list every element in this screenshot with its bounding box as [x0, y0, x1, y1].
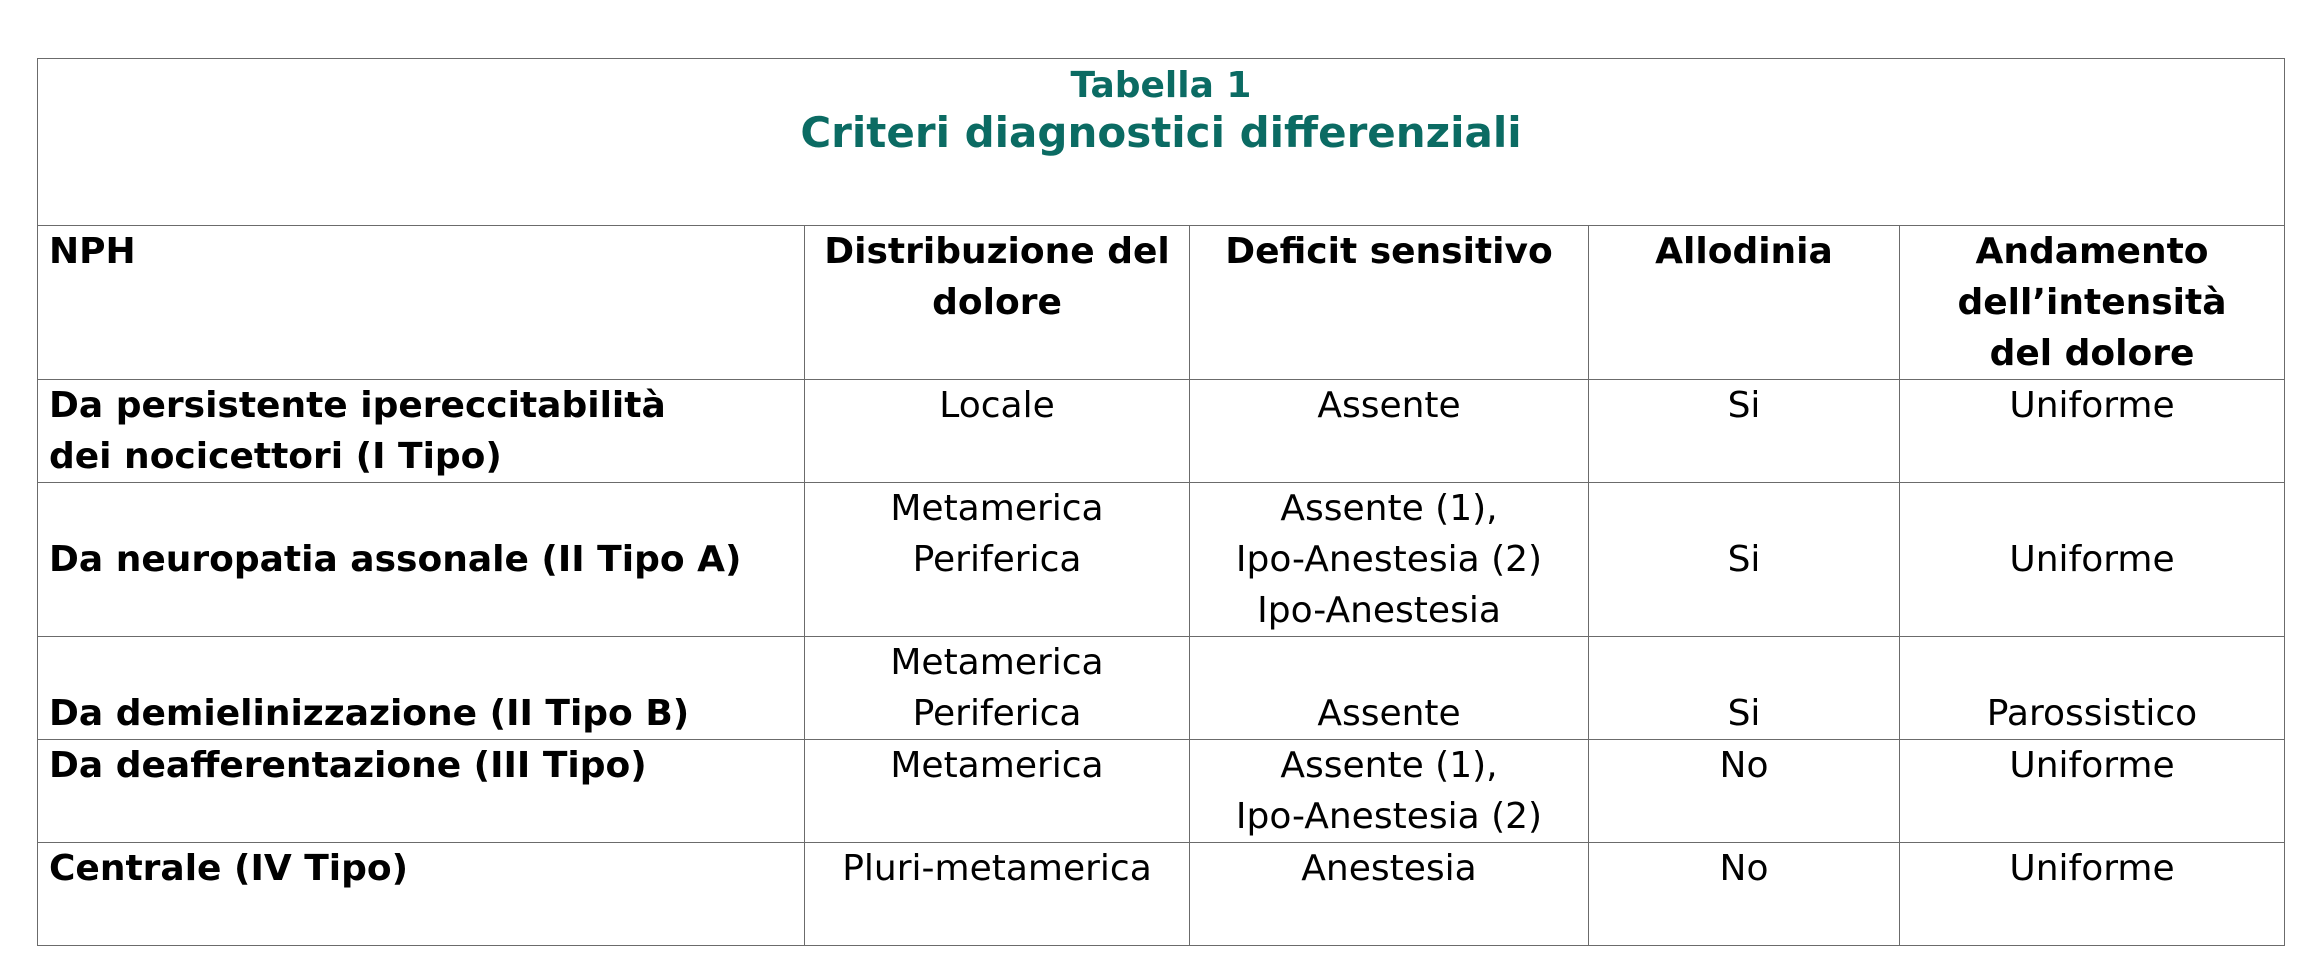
table-caption: [38, 59, 2285, 226]
cell-line: Metamerica: [890, 745, 1104, 786]
deficit-cell: [1190, 483, 1589, 637]
allodinia-cell: No: [1589, 843, 1900, 946]
cell-line: Pluri-metamerica: [842, 848, 1152, 889]
cell-line: Periferica: [912, 539, 1082, 580]
allodinia-cell: Si: [1589, 483, 1900, 637]
row-name-cell: [38, 843, 805, 946]
cell-line: Ipo-Anestesia: [1257, 590, 1501, 631]
row-name-cell: [38, 380, 805, 483]
andamento-cell: Uniforme: [1900, 740, 2285, 843]
header-line: Deficit sensitivo: [1225, 231, 1553, 272]
cell-line: Metamerica: [890, 642, 1104, 683]
cell-line: Ipo-Anestesia (2): [1235, 796, 1543, 837]
header-allodinia: [1589, 226, 1900, 380]
header-line: Andamento: [1975, 231, 2209, 272]
deficit-cell: [1190, 637, 1589, 740]
andamento-cell: Parossistico: [1900, 637, 2285, 740]
andamento-cell: Uniforme: [1900, 380, 2285, 483]
row-name-cell: [38, 483, 805, 637]
row-name-cell: [38, 740, 805, 843]
cell-line: Assente: [1317, 385, 1461, 426]
allodinia-cell: Si: [1589, 637, 1900, 740]
allodinia-cell: No: [1589, 740, 1900, 843]
header-line: Distribuzione del: [824, 231, 1170, 272]
header-line: del dolore: [1989, 333, 2195, 374]
row-name-line: Da demielinizzazione (II Tipo B): [49, 693, 690, 734]
header-distribuzione: [805, 226, 1190, 380]
header-deficit: [1190, 226, 1589, 380]
cell-line: Metamerica: [890, 488, 1104, 529]
andamento-cell: Uniforme: [1900, 843, 2285, 946]
distribuzione-cell: [805, 843, 1190, 946]
header-line: Allodinia: [1655, 231, 1833, 272]
table-number: Tabella 1: [1070, 65, 1252, 106]
table-title: Criteri diagnostici differenziali: [800, 108, 1522, 157]
allodinia-cell: Si: [1589, 380, 1900, 483]
cell-line: Anestesia: [1301, 848, 1477, 889]
deficit-cell: [1190, 380, 1589, 483]
cell-line: Assente: [1317, 693, 1461, 734]
cell-line: Assente (1),: [1280, 745, 1498, 786]
distribuzione-cell: [805, 637, 1190, 740]
header-line: dell’intensità: [1957, 282, 2227, 323]
header-line: dolore: [932, 282, 1062, 323]
row-name-line: Da persistente ipereccitabilità: [49, 385, 666, 426]
table-row: [38, 380, 2285, 483]
header-andamento: [1900, 226, 2285, 380]
table-header-row: [38, 226, 2285, 380]
cell-line: Assente (1),: [1280, 488, 1498, 529]
cell-line: Ipo-Anestesia (2): [1235, 539, 1543, 580]
table-row: [38, 637, 2285, 740]
table-row: [38, 843, 2285, 946]
row-name-line: Da neuropatia assonale (II Tipo A): [49, 539, 742, 580]
row-name-line: Da deafferentazione (III Tipo): [49, 745, 647, 786]
diagnostic-criteria-table: [37, 58, 2285, 946]
deficit-cell: [1190, 740, 1589, 843]
table-row: [38, 483, 2285, 637]
row-name-line: Centrale (IV Tipo): [49, 848, 409, 889]
row-name-cell: [38, 637, 805, 740]
header-line: NPH: [49, 231, 136, 272]
table-caption-row: [38, 59, 2285, 226]
cell-line: Locale: [939, 385, 1055, 426]
deficit-cell: [1190, 843, 1589, 946]
header-nph: [38, 226, 805, 380]
table-row: [38, 740, 2285, 843]
cell-line: Periferica: [912, 693, 1082, 734]
distribuzione-cell: [805, 483, 1190, 637]
distribuzione-cell: [805, 380, 1190, 483]
andamento-cell: Uniforme: [1900, 483, 2285, 637]
row-name-line: dei nocicettori (I Tipo): [49, 436, 502, 477]
distribuzione-cell: [805, 740, 1190, 843]
